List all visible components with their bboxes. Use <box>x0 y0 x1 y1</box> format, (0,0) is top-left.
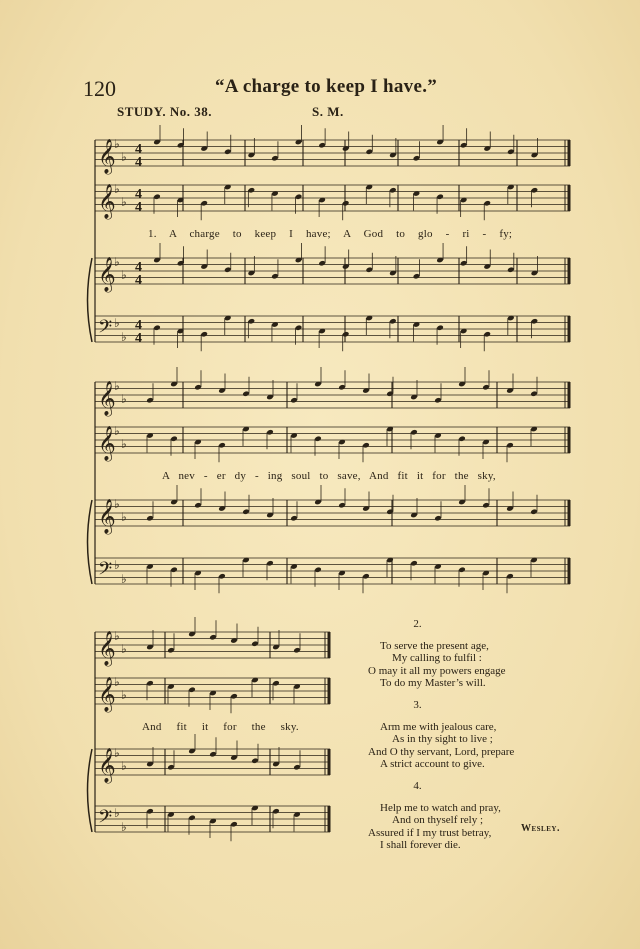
flat-sign: ♭ <box>114 675 120 689</box>
verse-number: 2. <box>413 618 422 630</box>
verse-line: Help me to watch and pray, <box>380 802 501 815</box>
bass-clef-icon: 𝄢 <box>98 807 113 832</box>
piano-brace <box>88 500 93 584</box>
flat-sign: ♭ <box>114 746 120 760</box>
verse-line: I shall forever die. <box>380 838 461 851</box>
lyrics-system-2: A nev - er dy - ing soul to save, And fit it for the sky, <box>162 470 496 482</box>
verse-line: And on thyself rely ; <box>392 814 484 827</box>
time-signature: 4 <box>135 200 142 215</box>
verse-number: 4. <box>413 780 422 793</box>
piano-brace <box>88 258 93 342</box>
verse-line: And O thy servant, Lord, prepare <box>368 745 515 758</box>
flat-sign: ♭ <box>121 392 127 406</box>
verse-2 <box>350 618 540 689</box>
flat-sign: ♭ <box>114 806 120 820</box>
verse-line: My calling to fulfil : <box>392 652 482 665</box>
lyrics-system-1: 1. A charge to keep I have; A God to glo - ri - fy; <box>148 228 513 240</box>
lyrics-system-3: And fit it for the sky. <box>142 721 299 733</box>
flat-sign: ♭ <box>121 642 127 656</box>
flat-sign: ♭ <box>114 316 120 330</box>
flat-sign: ♭ <box>121 150 127 164</box>
verse-line: As in thy sight to live ; <box>392 733 493 746</box>
bass-clef-icon: 𝄢 <box>98 559 113 584</box>
flat-sign: ♭ <box>114 379 120 393</box>
treble-clef-icon: 𝄞 <box>98 677 116 712</box>
flat-sign: ♭ <box>121 437 127 451</box>
flat-sign: ♭ <box>114 629 120 643</box>
page-number: 120 <box>83 76 116 101</box>
treble-clef-icon: 𝄞 <box>98 184 116 219</box>
flat-sign: ♭ <box>121 820 127 834</box>
flat-sign: ♭ <box>121 759 127 773</box>
flat-sign: ♭ <box>121 330 127 344</box>
treble-clef-icon: 𝄞 <box>98 381 116 416</box>
flat-sign: ♭ <box>114 255 120 269</box>
flat-sign: ♭ <box>114 424 120 438</box>
flat-sign: ♭ <box>121 688 127 702</box>
flat-sign: ♭ <box>121 572 127 586</box>
time-signature: 4 <box>135 318 142 333</box>
verse-line: A strict account to give. <box>380 757 485 770</box>
verse-number: 3. <box>413 699 422 712</box>
time-signature: 4 <box>135 155 142 170</box>
flat-sign: ♭ <box>114 558 120 572</box>
verse-3 <box>350 699 540 770</box>
time-signature: 4 <box>135 331 142 346</box>
author-credit: Wesley. <box>521 823 560 834</box>
flat-sign: ♭ <box>114 497 120 511</box>
treble-clef-icon: 𝄞 <box>98 139 116 174</box>
treble-clef-icon: 𝄞 <box>98 257 116 292</box>
verse-line: Arm me with jealous care, <box>380 721 497 734</box>
study-label: STUDY. No. 38. <box>117 104 213 119</box>
flat-sign: ♭ <box>114 137 120 151</box>
verse-line: O may it all my powers engage <box>368 664 506 677</box>
bass-clef-icon: 𝄢 <box>98 317 113 342</box>
time-signature: 4 <box>135 260 142 275</box>
flat-sign: ♭ <box>121 195 127 209</box>
verse-line: Assured if I my trust betray, <box>368 826 492 839</box>
treble-clef-icon: 𝄞 <box>98 499 116 534</box>
treble-clef-icon: 𝄞 <box>98 426 116 461</box>
meter-label: S. M. <box>312 104 344 119</box>
piano-brace <box>88 749 93 832</box>
time-signature: 4 <box>135 273 142 288</box>
flat-sign: ♭ <box>114 182 120 196</box>
flat-sign: ♭ <box>121 510 127 524</box>
flat-sign: ♭ <box>121 268 127 282</box>
treble-clef-icon: 𝄞 <box>98 631 116 666</box>
time-signature: 4 <box>135 187 142 202</box>
verse-line: To do my Master’s will. <box>380 676 486 689</box>
additional-verses <box>350 618 540 861</box>
hymn-title: “A charge to keep I have.” <box>215 76 438 97</box>
time-signature: 4 <box>135 142 142 157</box>
treble-clef-icon: 𝄞 <box>98 748 116 783</box>
verse-line: To serve the present age, <box>380 640 489 653</box>
verse-4 <box>350 780 540 851</box>
